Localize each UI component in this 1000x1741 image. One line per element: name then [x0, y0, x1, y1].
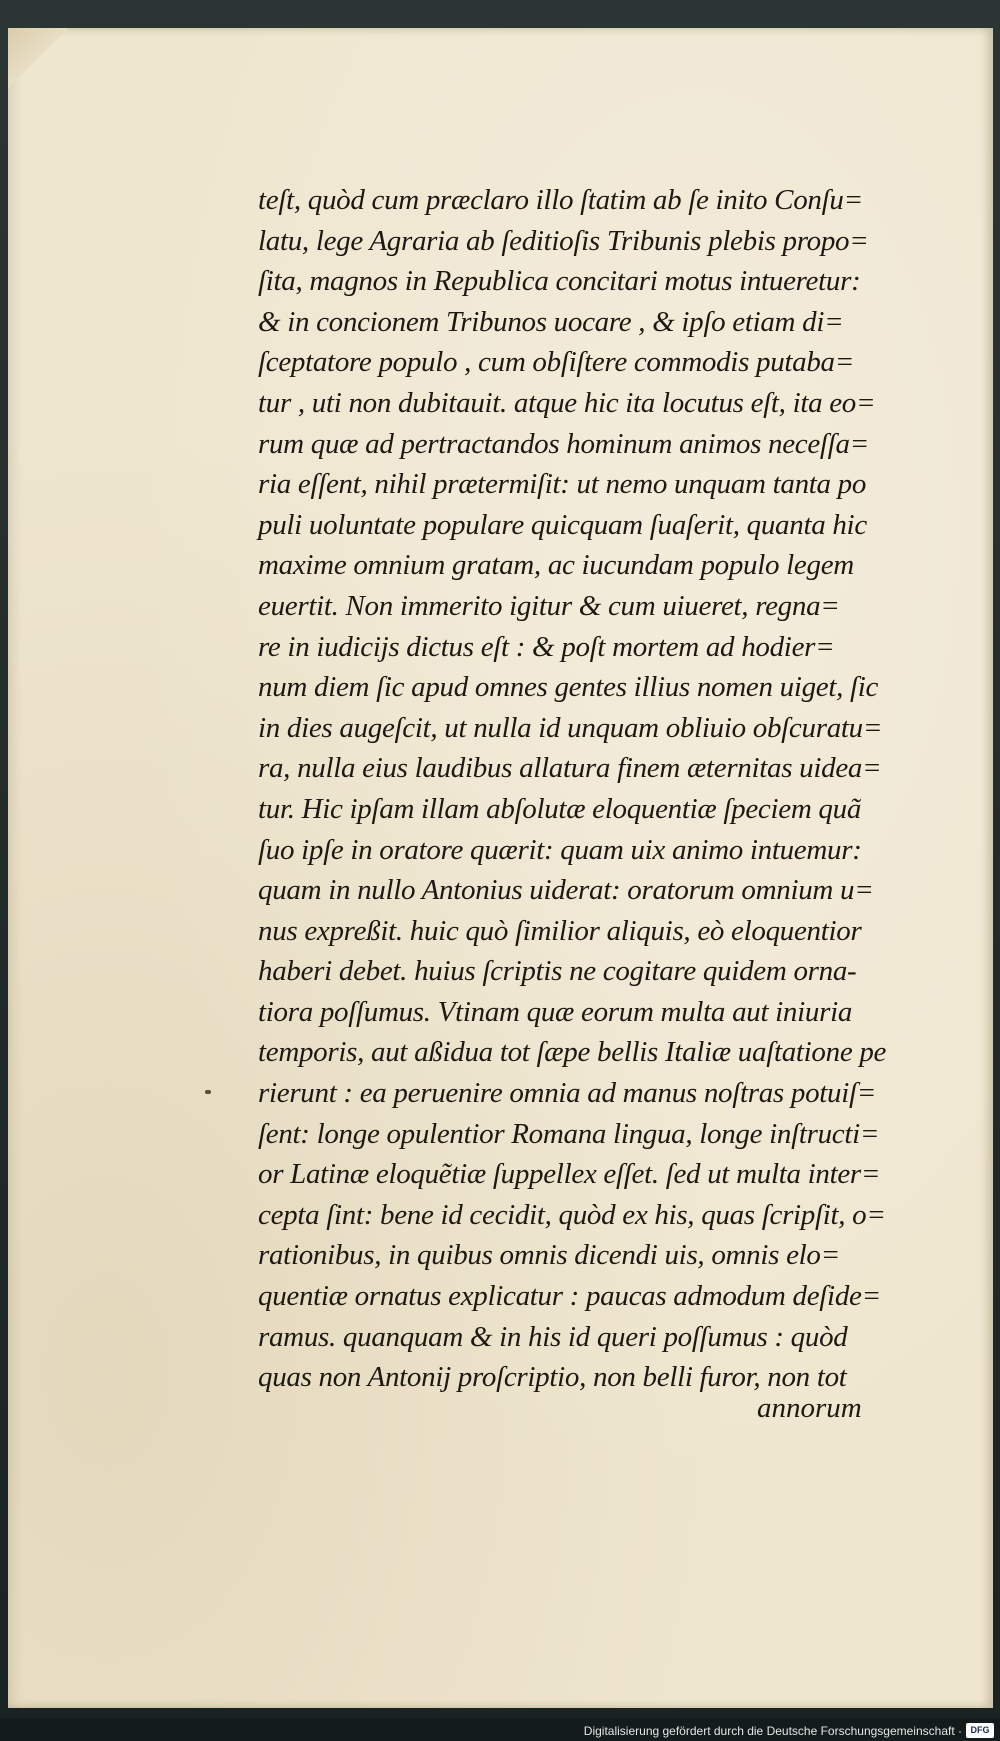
- text-line: rum quæ ad pertractandos hominum animos neceſſa=: [258, 427, 869, 460]
- text-line: quam in nullo Antonius uiderat: oratorum omnium u=: [258, 874, 874, 907]
- margin-mark: [205, 1090, 211, 1094]
- text-line: ria eſſent, nihil prætermiſit: ut nemo unquam tanta po: [258, 468, 867, 501]
- text-line: maxime omnium gratam, ac iucundam populo legem: [258, 549, 854, 582]
- text-line: ſuo ipſe in oratore quærit: quam uix animo intuemur:: [258, 833, 862, 866]
- digitization-credit: Digitalisierung gefördert durch die Deutsche Forschungsgemeinschaft ·: [583, 1724, 962, 1738]
- text-line: quentiæ ornatus explicatur : paucas admodum deſide=: [258, 1280, 881, 1313]
- text-line: latu, lege Agraria ab ſeditioſis Tribunis plebis propo=: [258, 224, 869, 257]
- text-line: teſt, quòd cum præclaro illo ſtatim ab ſe inito Conſu=: [258, 184, 863, 216]
- text-line: quas non Antonij proſcriptio, non belli furor, non tot: [258, 1361, 847, 1394]
- text-line: re in iudicijs dictus eſt : & poſt mortem ad hodier=: [258, 630, 835, 663]
- body-text: [258, 180, 948, 1398]
- text-line: rationibus, in quibus omnis dicendi uis, omnis elo=: [258, 1239, 840, 1272]
- text-line: cepta ſint: bene id cecidit, quòd ex his, quas ſcripſit, o=: [258, 1198, 886, 1231]
- text-line: rierunt : ea peruenire omnia ad manus noſtras potuiſ=: [258, 1077, 877, 1110]
- text-line: ſceptatore populo , cum obſiſtere commodis putaba=: [258, 346, 855, 379]
- text-line: haberi debet. huius ſcriptis ne cogitare quidem orna-: [258, 955, 857, 988]
- text-line: & in concionem Tribunos uocare , & ipſo etiam di=: [258, 305, 844, 338]
- text-line: nus expreßit. huic quò ſimilior aliquis, eò eloquentior: [258, 914, 862, 947]
- text-line: ſent: longe opulentior Romana lingua, longe inſtructi=: [258, 1117, 880, 1150]
- text-line: puli uoluntate populare quicquam ſuaſerit, quanta hic: [258, 508, 867, 541]
- text-line: num diem ſic apud omnes gentes illius nomen uiget, ſic: [258, 671, 879, 704]
- text-line: in dies augeſcit, ut nulla id unquam obliuio obſcuratu=: [258, 711, 883, 744]
- text-line: euertit. Non immerito igitur & cum uiueret, regna=: [258, 589, 840, 622]
- text-line: ramus. quanquam & in his id queri poſſumus : quòd: [258, 1320, 848, 1353]
- text-line: ſita, magnos in Republica concitari motus intueretur:: [258, 265, 861, 298]
- catchword: annorum: [757, 1392, 862, 1424]
- text-line: tur. Hic ipſam illam abſolutæ eloquentiæ ſpeciem quã: [258, 792, 862, 825]
- text-line: temporis, aut aßidua tot ſæpe bellis Italiæ uaſtatione pe: [258, 1036, 887, 1069]
- page-corner-fold: [8, 28, 68, 88]
- text-line: or Latinæ eloquẽtiæ ſuppellex eſſet. ſed ut multa inter=: [258, 1158, 881, 1191]
- dfg-logo: DFG: [966, 1723, 994, 1738]
- text-line: tiora poſſumus. Vtinam quæ eorum multa aut iniuria: [258, 995, 853, 1028]
- text-line: ra, nulla eius laudibus allatura finem æternitas uidea=: [258, 752, 882, 785]
- text-line: tur , uti non dubitauit. atque hic ita locutus eſt, ita eo=: [258, 386, 876, 419]
